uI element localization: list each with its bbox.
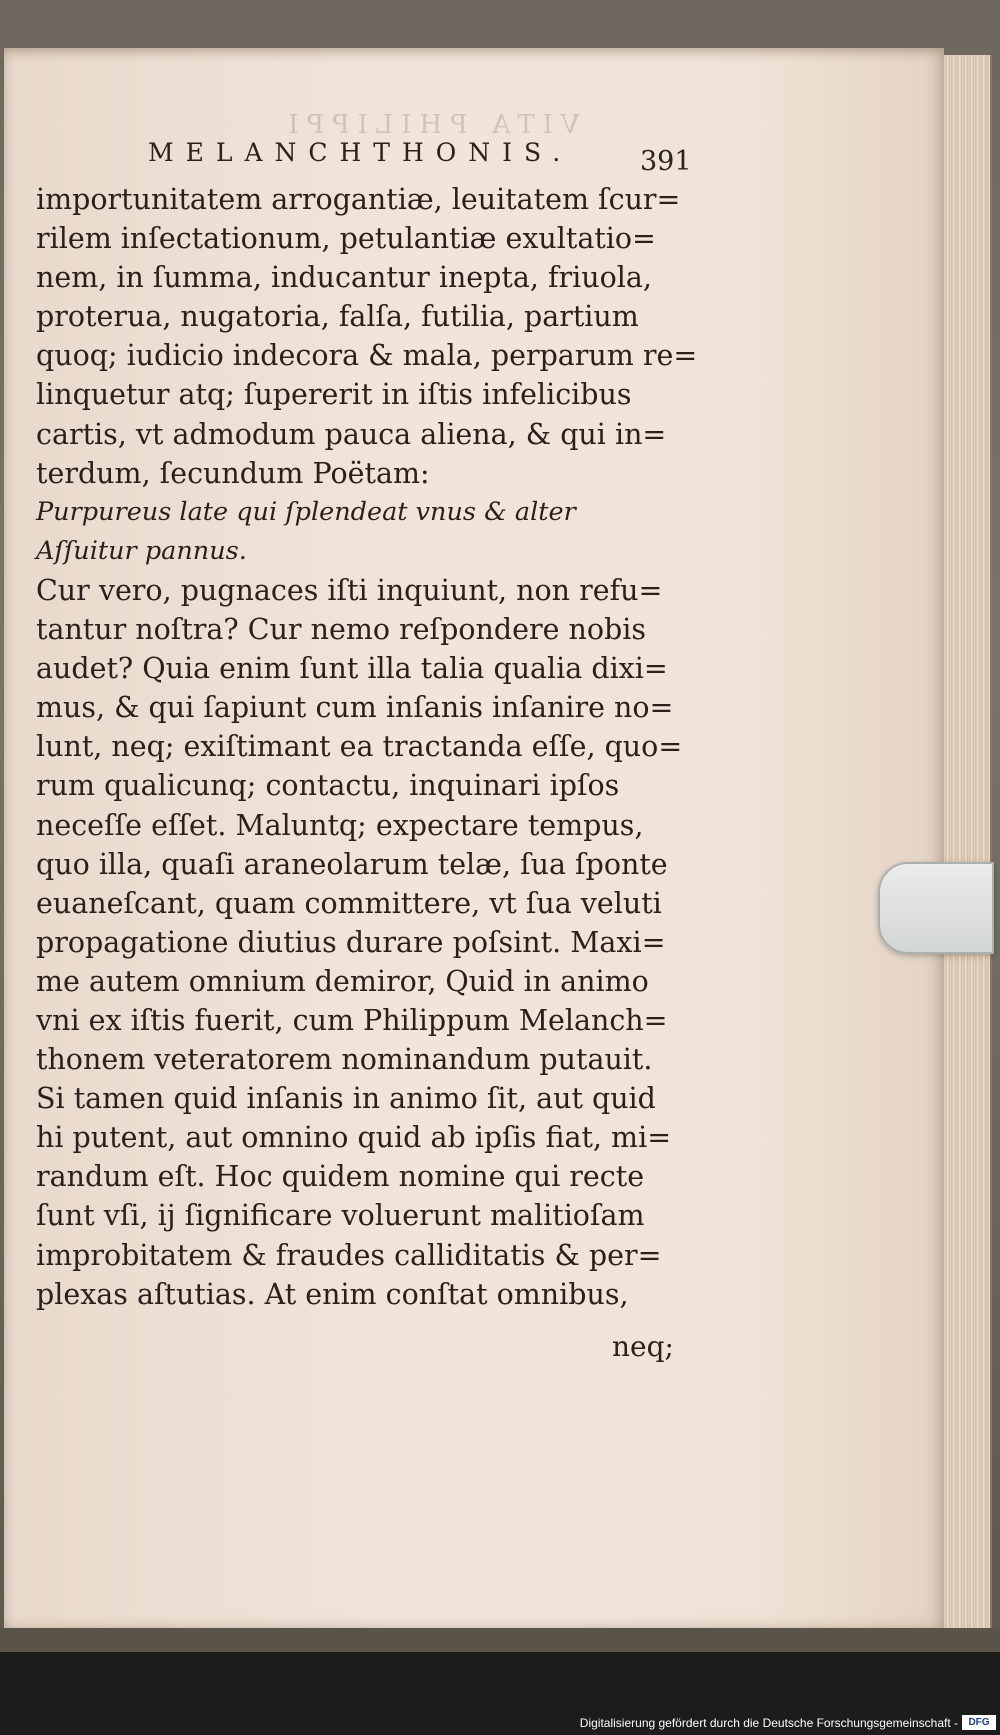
text-line: rum qualicunq; contactu, inquinari ipſos: [36, 769, 620, 803]
page-number: 391: [640, 146, 692, 177]
running-head: MELANCHTHONIS.: [148, 138, 573, 167]
text-line: ſunt vſi, ij ſignificare voluerunt malitioſam: [36, 1199, 645, 1233]
text-line: neceſſe eſſet. Maluntq; expectare tempus,: [36, 808, 644, 842]
text-line: Si tamen quid inſanis in animo ſit, aut quid: [36, 1082, 656, 1116]
text-line: proterua, nugatoria, falſa, futilia, partium: [36, 300, 639, 334]
text-line: nem, in ſumma, inducantur inepta, friuola,: [36, 261, 652, 295]
page-edges: [944, 55, 992, 1630]
text-line: audet? Quia enim ſunt illa talia qualia dixi=: [36, 652, 668, 686]
text-line: mus, & qui ſapiunt cum inſanis inſanire no=: [36, 691, 674, 725]
text-line: hi putent, aut omnino quid ab ipſis fiat, mi=: [36, 1121, 672, 1155]
text-line: rilem inſectationum, petulantiæ exultatio=: [36, 222, 656, 256]
page-tab-marker: [878, 862, 994, 954]
catchword: neq;: [612, 1330, 674, 1363]
text-line: vni ex iſtis fuerit, cum Philippum Melanch=: [36, 1003, 668, 1037]
verse-line: Aſſuitur pannus.: [36, 535, 247, 566]
body-text: [36, 180, 696, 1314]
text-line: terdum, ſecundum Poëtam:: [36, 456, 430, 490]
text-line: improbitatem & fraudes calliditatis & per=: [36, 1238, 662, 1272]
text-line: thonem veteratorem nominandum putauit.: [36, 1043, 653, 1077]
text-line: euaneſcant, quam committere, vt ſua veluti: [36, 886, 662, 920]
text-line: propagatione diutius durare poſsint. Maxi=: [36, 925, 666, 959]
text-line: lunt, neq; exiſtimant ea tractanda eſſe, quo=: [36, 730, 683, 764]
verse-line: Purpureus late qui ſplendeat vnus & alter: [36, 496, 576, 527]
text-line: quo illa, quaſi araneolarum telæ, ſua ſponte: [36, 847, 668, 881]
bleed-through-text: VITA PHILIPPI: [280, 110, 580, 140]
text-line: quoq; iudicio indecora & mala, perparum re=: [36, 339, 698, 373]
binding-bottom: [0, 1628, 1000, 1652]
digitization-credit: Digitalisierung gefördert durch die Deutsche Forschungsgemeinschaft -: [579, 1716, 958, 1730]
text-line: randum eſt. Hoc quidem nomine qui recte: [36, 1160, 645, 1194]
text-line: tantur noſtra? Cur nemo reſpondere nobis: [36, 613, 647, 647]
dfg-logo-icon: DFG: [962, 1715, 996, 1730]
text-line: linquetur atq; ſupererit in iſtis infelicibus: [36, 378, 632, 412]
text-line: plexas aſtutias. At enim conſtat omnibus,: [36, 1277, 629, 1311]
text-line: cartis, vt admodum pauca aliena, & qui in=: [36, 417, 667, 451]
text-line: importunitatem arrogantiæ, leuitatem ſcur=: [36, 183, 681, 216]
text-line: Cur vero, pugnaces iſti inquiunt, non refu=: [36, 573, 663, 607]
text-line: me autem omnium demiror, Quid in animo: [36, 964, 649, 998]
